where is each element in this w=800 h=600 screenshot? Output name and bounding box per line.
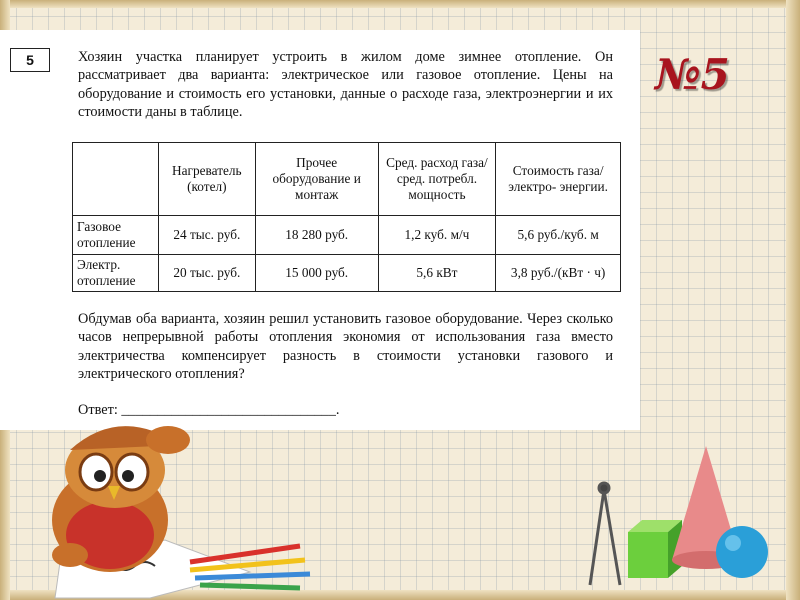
table-cell: 20 тыс. руб. <box>158 255 255 292</box>
table-cell: 18 280 руб. <box>255 216 378 255</box>
question-statement: Обдумав оба варианта, хозяин решил установить газовое оборудование. Через сколько часов непрерывной работы отопления экономия от использования газа вместо электричества компенсирует разность в стоимости установки газового и электрического отопления? <box>78 311 613 382</box>
table-cell: 24 тыс. руб. <box>158 216 255 255</box>
answer-blank: ______________________________. <box>121 402 340 418</box>
compass-icon <box>590 483 620 585</box>
table-cell: 15 000 руб. <box>255 255 378 292</box>
table-header-cell: Сред. расход газа/ сред. потребл. мощность <box>378 143 496 216</box>
task-number-box: 5 <box>10 48 50 72</box>
table-row-label: Газовое отопление <box>73 216 159 255</box>
table-cell: 3,8 руб./(кВт · ч) <box>496 255 621 292</box>
table-cell: 1,2 куб. м/ч <box>378 216 496 255</box>
sphere-icon <box>716 526 768 578</box>
problem-badge: №5 <box>655 50 730 99</box>
table-header-cell: Прочее оборудование и монтаж <box>255 143 378 216</box>
table-cell: 5,6 кВт <box>378 255 496 292</box>
table-header-cell: Стоимость газа/электро- энергии. <box>496 143 621 216</box>
answer-label: Ответ: <box>78 402 118 418</box>
table-cell: 5,6 руб./куб. м <box>496 216 621 255</box>
problem-statement: Хозяин участка планирует устроить в жилом доме зимнее отопление. Он рассматривает два варианта: электрическое или газовое отопление. Цены на оборудование и стоимость его установки, данные о расходе газа, электроэнергии и их стоимости даны в таблице. <box>78 49 613 120</box>
table-header-cell: Нагреватель (котел) <box>158 143 255 216</box>
cube-icon <box>628 520 682 578</box>
table-row-label: Электр. отопление <box>73 255 159 292</box>
